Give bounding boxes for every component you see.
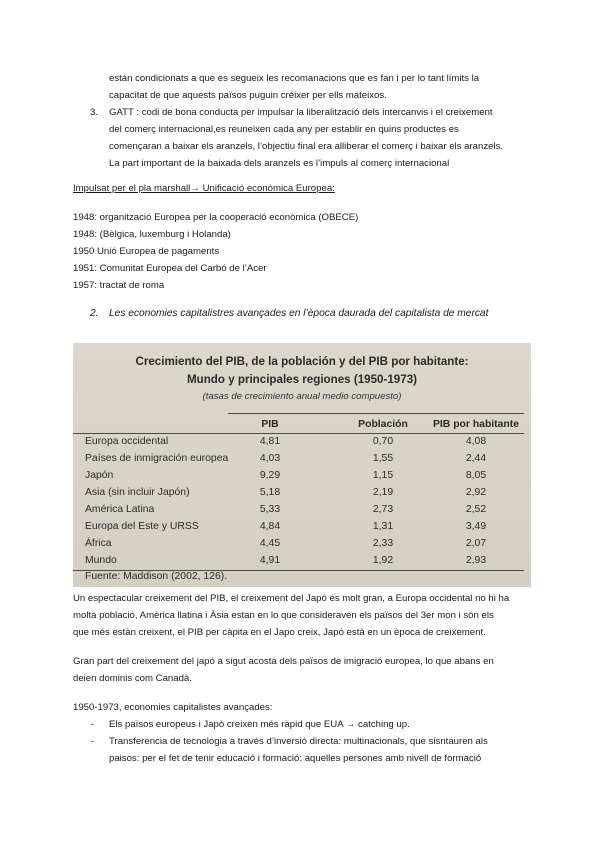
- bullet-1: Els països europeus i Japó creixen més ràpid que EUA → catching up.: [109, 719, 410, 730]
- section-2-number: 2.: [90, 308, 99, 319]
- row-pib-hab: 2,07: [465, 538, 487, 549]
- row-poblacion: 0,70: [372, 436, 394, 447]
- para-2-line-1: Gran part del creixement del japó a sigut acosta dels països de imigració europea, lo que abans en: [73, 656, 494, 667]
- row-pib: 4,45: [259, 538, 281, 549]
- row-poblacion: 2,33: [372, 538, 394, 549]
- table-title-line-1: Crecimiento del PIB, de la población y del PIB por habitante:: [135, 355, 469, 368]
- row-pib-hab: 2,44: [465, 453, 487, 464]
- row-poblacion: 1,55: [372, 453, 394, 464]
- row-pib-hab: 2,93: [465, 555, 487, 566]
- para-1-line-3: que més estàn creixent, el PIB per càpita en el Japo creix, Japó està en un època de creixement.: [73, 627, 486, 638]
- para-3-heading: 1950-1973, economies capitalistes avançades:: [73, 702, 273, 713]
- growth-table-image: [73, 343, 531, 587]
- row-poblacion: 2,73: [372, 504, 394, 515]
- row-pib-hab: 8,05: [465, 470, 487, 481]
- table-top-rule: [228, 413, 524, 414]
- table-source: Fuente: Maddison (2002, 126).: [85, 571, 228, 582]
- row-pib-hab: 4,08: [465, 436, 487, 447]
- gatt-line-2: del comerç internacional,es reuneixen cada any per establir en quins productes es: [109, 124, 459, 135]
- row-region: Mundo: [85, 555, 117, 566]
- row-pib: 4,81: [259, 436, 281, 447]
- gatt-line-1: GATT : codi de bona conducta per impulsar la liberalització dels intercanvis i el creixement: [109, 107, 493, 118]
- table-subtitle: (tasas de crecimiento anual medio compuesto): [202, 391, 402, 402]
- section-2-title: Les economies capitalistres avançades en l’època daurada del capitalista de mercat: [109, 308, 489, 319]
- header-poblacion: Población: [358, 419, 408, 430]
- bullet-dash: -: [91, 719, 95, 730]
- para-1-line-1: Un espectacular creixement del PIB, el creixement del Japó és molt gran, a Europa occidental no hi ha: [73, 593, 510, 604]
- row-pib: 4,03: [259, 453, 281, 464]
- row-pib: 4,91: [259, 555, 281, 566]
- row-pib: 5,18: [259, 487, 281, 498]
- row-pib-hab: 2,92: [465, 487, 487, 498]
- timeline-item: 1951: Comunitat Europea del Carbó de l’Acer: [73, 263, 267, 274]
- timeline-item: 1948: (Bèlgica, luxemburg i Holanda): [73, 229, 231, 240]
- timeline-item: 1948: organització Europea per la cooperació econòmica (OBECE): [73, 212, 359, 223]
- timeline-item: 1957: tractat de roma: [73, 280, 165, 291]
- header-pib: PIB: [261, 419, 279, 430]
- table-title-line-2: Mundo y principales regiones (1950-1973): [186, 373, 418, 386]
- para-2-line-2: deien dominis com Canadà.: [73, 673, 192, 684]
- row-pib: 5,33: [259, 504, 281, 515]
- bullet-dash: -: [91, 736, 95, 747]
- table-header-rule: [73, 433, 524, 434]
- row-pib: 4,84: [259, 521, 281, 532]
- marshall-heading: Impulsat per el pla marshall→ Unificació econòmica Europea:: [73, 183, 335, 194]
- row-region: América Latina: [85, 504, 155, 515]
- timeline-item: 1950 Unió Europea de pagaments: [73, 246, 220, 257]
- bullet-2-line-2: paisos: per el fet de tenir educació i formació: aquelles persones amb nivell de formació: [109, 753, 482, 764]
- row-region: Europa occidental: [85, 436, 169, 447]
- row-region: África: [85, 538, 112, 549]
- gatt-line-3: començaran a baixar els aranzels, l’objectiu final era alliberar el comerç i baixar els aranzels.: [109, 141, 504, 152]
- row-poblacion: 1,31: [372, 521, 394, 532]
- row-region: Europa del Este y URSS: [85, 521, 199, 532]
- bullet-2-line-1: Transferencia de tecnologia a través d’inversió directa: multinacionals, que sisntauren als: [109, 736, 488, 747]
- header-pib-por-habitante: PIB por habitante: [432, 419, 520, 430]
- row-pib: 9,29: [259, 470, 281, 481]
- gatt-line-4: La part important de la baixada dels aranzels es l’impuls al comerç internacional: [109, 158, 450, 169]
- row-region: Asia (sin incluir Japón): [85, 487, 190, 498]
- intro-line-2: capacitat de que aquests països puguin créixer per ells mateixos.: [109, 90, 387, 101]
- gatt-number: 3.: [90, 107, 99, 118]
- row-pib-hab: 3,49: [465, 521, 487, 532]
- row-poblacion: 1,15: [372, 470, 394, 481]
- intro-line-1: están condicionats a que es segueix les recomanacions que es fan i per lo tant límits la: [109, 73, 480, 84]
- row-region: Países de inmigración europea: [85, 453, 229, 464]
- row-poblacion: 2,19: [372, 487, 394, 498]
- para-1-line-2: molta població, Amèrica llatina i Àsia estan en lo que consideraven els països del 3er mon i són els: [73, 610, 494, 621]
- row-pib-hab: 2,52: [465, 504, 487, 515]
- row-poblacion: 1,92: [372, 555, 394, 566]
- row-region: Japón: [85, 470, 114, 481]
